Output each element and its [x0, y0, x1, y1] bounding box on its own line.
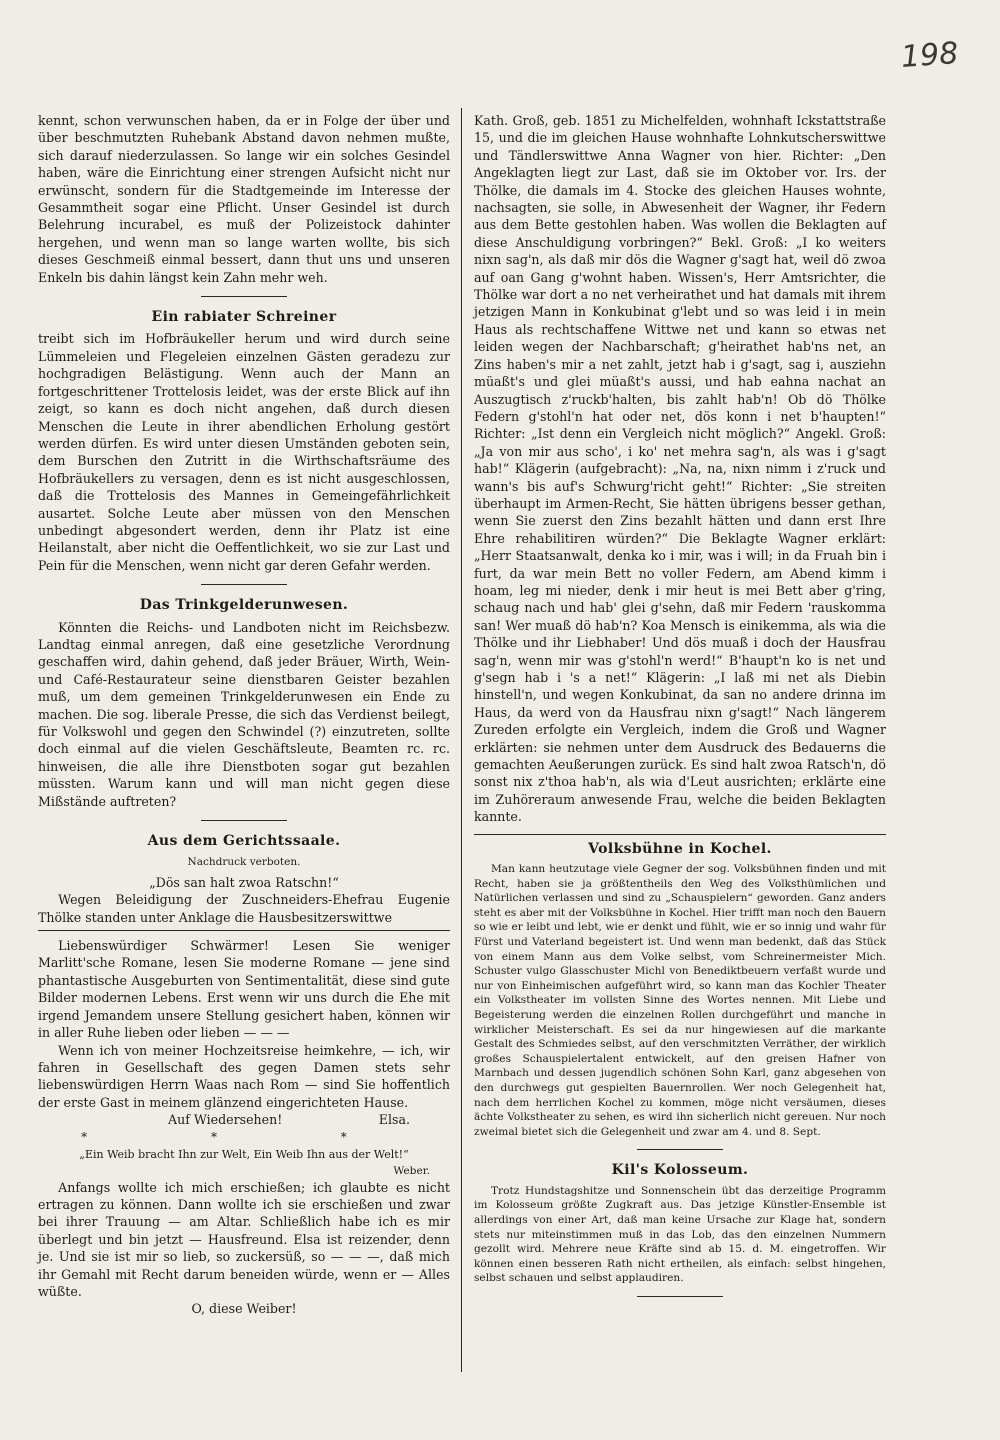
- schreiner-heading: Ein rabiater Schreiner: [151, 309, 337, 326]
- gericht-subtitle: „Dös san halt zwoa Ratschn!“: [149, 874, 339, 890]
- kolosseum-text: Trotz Hundstagshitze und Sonnenschein übt das derzeitige Programm im Kolosseum größte Zugkraft aus. Das jetzige Künstler-Ensemble ist allerdings von einer Art, daß man keine Ursache zur Klage hat, sondern stets nur miteinstimmen muß in das Lob, das den einzelnen Nummern gezollt wird. Mehrere neue Kräfte sind ab 15. d. M. eingetroffen. Wir können einen besseren Rath nicht ertheilen, als einfach: selbst hingehen, selbst schauen und selbst applaudiren.: [474, 1184, 886, 1285]
- section-divider: [201, 584, 287, 585]
- left-column: [38, 112, 450, 1318]
- schreiner-text: treibt sich im Hofbräukeller herum und wird durch seine Lümmeleien und Flegeleien einzelnen Gästen geradezu zur hochgradigen Belästigung. Wenn auch der Mann an fortgeschrittener Trottelosis leidet, was der erste Blick auf ihn zeigt, so kann es doch nicht angehen, daß durch diesen Menschen die Leute in ihrer abendlichen Erholung gestört werden dürfen. Es wird unter diesen Umständen geboten sein, dem Burschen den Zutritt in die Wirthschaftsräume des Hofbräukellers zu versagen, denn es ist nicht ausgeschlossen, daß die Trottelosis des Mannes in Gemeingefährlichkeit ausartet. Solche Leute aber müssen von den Menschen unbedingt abgesondert werden, denn ihr Platz ist eine Heilanstalt, aber nicht die Oeffentlichkeit, wo sie zur Last und Pein für die Menschen, wenn nicht gar deren Gefahr werden.: [38, 331, 450, 573]
- motto: „Ein Weib bracht Ihn zur Welt, Ein Weib Ihn aus der Welt!“: [79, 1147, 409, 1161]
- page-number: 198: [899, 36, 960, 75]
- intro-paragraph: kennt, schon verwunschen haben, da er in Folge der über und über beschmutzten Ruhebank Abstand davon nehmen mußte, sich darauf niederzulassen. So lange wir ein solches Gesindel haben, wäre die Einrichtung einer strengen Aufsicht nicht nur erwünscht, sondern für die Stadtgemeinde im Interesse der Gesammtheit sogar eine Pflicht. Unser Gesindel ist durch Belehrung incurabel, es muß der Polizeistock dahinter hergehen, und wenn man so lange warten wollte, bis sich dieses Geschmeiß einmal bessert, dann thut uns und unseren Enkeln bis dahin längst kein Zahn mehr weh.: [38, 113, 450, 285]
- letter-paragraph-2: Wenn ich von meiner Hochzeitsreise heimkehre, — ich, wir fahren in Gesellschaft des gegen Damen stets sehr liebenswürdigen Herrn Waas nach Rom — sind Sie hoffentlich der erste Gast in meinem glänzend eingerichteten Hause.: [38, 1042, 450, 1110]
- reply-paragraph: Anfangs wollte ich mich erschießen; ich glaubte es nicht ertragen zu können. Dann wollte ich sie erschießen und zwar bei ihrer Trauung — am Altar. Schließlich habe ich es mir überlegt und bin jetzt — Hausfreund. Elsa ist reizender, denn je. Und sie ist mir so lieb, so zuckersüß, so — — —, daß mich ihr Gemahl mit Recht darum beneiden würde, wenn er — Alles wüßte.: [38, 1179, 450, 1299]
- section-rule: [474, 834, 886, 835]
- closing-line: O, diese Weiber!: [191, 1301, 297, 1317]
- volksbuehne-heading: Volksbühne in Kochel.: [588, 840, 772, 857]
- right-column: [474, 112, 886, 1309]
- volksbuehne-text: Man kann heutzutage viele Gegner der sog. Volksbühnen finden und mit Recht, haben sie ja größtentheils den Weg des Volksthümlichen und Natürlichen verlassen und sind zu „Schauspielern“ geworden. Ganz anders steht es aber mit der Volksbühne in Kochel. Hier trifft man noch den Bauern so wie er leibt und lebt, wie er denkt und fühlt, wie er so innig und wahr für Fürst und Vaterland begeistert ist. Und wenn man bedenkt, daß das Stück von einem Mann aus dem Volke selbst, vom Schreinermeister Mich. Schuster vulgo Glasschuster Michl von Benediktbeuern verfaßt wurde und nur von Einheimischen aufgeführt wird, so kann man das Kochler Theater ein Volkstheater im vollsten Sinne des Wortes nennen. Mit Liebe und Begeisterung werden die einzelnen Rollen durchgeführt und manche in wirklicher Meisterschaft. Es sei da nur hingewiesen auf die markante Gestalt des Schmiedes selbst, auf den verschmitzten Verräther, der wirklich großes Schauspielertalent entwickelt, auf den greisen Hafner von Marnbach und dessen jugendlich schönen Sohn Karl, ganz abgesehen von den durchwegs gut gespielten Bauernrollen. Wer noch Gelegenheit hat, nach dem herrlichen Kochel zu kommen, möge nicht versäumen, dieses ächte Volkstheater zu sehen, es wird ihn sicherlich nicht gereuen. Nur noch zweimal bietet sich die Gelegenheit und zwar am 4. und 8. Sept.: [474, 863, 886, 1138]
- section-rule: [38, 930, 450, 931]
- gericht-heading: Aus dem Gerichtssaale.: [147, 833, 341, 850]
- signature: Elsa.: [378, 1112, 410, 1128]
- court-report: Kath. Groß, geb. 1851 zu Michelfelden, wohnhaft Ickstattstraße 15, und die im gleichen Hause wohnhafte Lohnkutscherswittwe und Tändlerswittwe Anna Wagner von hier. Richter: „Den Angeklagten liegt zur Last, daß sie im Oktober vor. Irs. der Thölke, die damals im 4. Stocke des gleichen Hauses wohnte, nachsagten, sie solle, in Abwesenheit der Wagner, ihr Federn aus dem Bette gestohlen haben. Was wollen die Beklagten auf diese Anschuldigung vorbringen?“ Bekl. Groß: „I ko weiters nixn sag'n, als daß mir dös die Wagner g'sagt hat, weil dö zwoa auf oan Gang g'wohnt haben. Wissen's, Herr Amtsrichter, die Thölke war dort a no net verheirathet und hat damals mit ihrem jetzigen Mann in Konkubinat g'lebt und so was leid i in mein Haus als rechtschaffene Wittwe net und kann so etwas net leiden wegen der Nachbarschaft; g'heirathet hab'ns net, an Zins haben's mir a net zahlt, jetzt hab i g'sagt, sag i, ausziehn müaßt's und glei müaßt's aussi, und hab eahna nachat an Auszugtisch z'ruckb'halten, bis zahlt hab'n! Ob dö Thölke Federn g'stohl'n hat oder net, dös konn i net b'haupten!“ Richter: „Ist denn ein Vergleich nicht möglich?“ Angekl. Groß: „Ja von mir aus scho', i ko' net mehra sag'n, als was i g'sagt hab!“ Klägerin (aufgebracht): „Na, na, nixn nimm i z'ruck und wann's bis auf's Schwurg'richt geht!“ Richter: „Sie streiten überhaupt im Armen-Recht, Sie hätten übrigens besser gethan, wenn Sie zuerst den Zins bezahlt hätten und dann erst Ihre Ehre rehabilitiren würden?“ Die Beklagte Wagner erklärt: „Herr Staatsanwalt, denka ko i mir, was i will; in da Fruah bin i furt, da war mein Bett no voller Federn, am Abend kimm i hoam, leg mi nieder, denk i mir heut is mei Bett aber g'ring, schaug nach und hab' glei g'sehn, daß mir Federn 'rauskomma san! Wer muaß dö hab'n? Koa Mensch is einikemma, als wia die Thölke und ihr Liebhaber! Und dös muaß i doch der Hausfrau sag'n, wenn mir was g'stohl'n werd!“ B'haupt'n ko is net und g'segn hab i 's a net!“ Klägerin: „I laß mi net als Diebin hinstell'n, und wegen Konkubinat, da san no andere drinna im Haus, da werd von da Hausfrau nixn g'sagt!“ Nach längerem Zureden erfolgte ein Vergleich, indem die Groß und Wagner erklärten: sie nehmen unter dem Ausdruck des Bedauerns die gemachten Aeußerungen zurück. Es sind halt zwoa Ratsch'n, dö sonst nix z'thoa hab'n, als wia d'Leut ausrichten; erklärte eine im Zuhöreraum anwesende Frau, welche die beiden Beklagten kannte.: [474, 113, 886, 825]
- kolosseum-heading: Kil's Kolosseum.: [611, 1162, 749, 1179]
- motto-author: Weber.: [393, 1164, 430, 1177]
- trinkgeld-heading: Das Trinkgelderunwesen.: [139, 597, 349, 614]
- column-rule: [461, 108, 462, 1372]
- stars-separator: * * *: [81, 1129, 407, 1144]
- section-divider: [637, 1296, 723, 1297]
- letter-paragraph-1: Liebenswürdiger Schwärmer! Lesen Sie weniger Marlitt'sche Romane, lesen Sie moderne Romane — jene sind phantastische Ausgeburten von Sentimentalität, diese sind gute Bilder modernen Lebens. Erst wenn wir uns durch die Ehe mit irgend Jemandem unsere Stellung gesichert haben, können wir in aller Ruhe lieben oder lieben — — —: [38, 938, 450, 1041]
- letter-signoff: [38, 1111, 450, 1128]
- section-divider: [637, 1149, 723, 1150]
- section-divider: [201, 296, 287, 297]
- trinkgeld-text: Könnten die Reichs- und Landboten nicht im Reichsbezw. Landtag einmal anregen, daß eine gesetzliche Verordnung geschaffen wird, dahin gehend, daß jeder Bräuer, Wirth, Wein- und Café-Restaurateur seine dienstbaren Geister bezahlen muß, um dem gemeinen Trinkgelderunwesen ein Ende zu machen. Die sog. liberale Presse, die sich das Verdienst beilegt, für Volkswohl und gegen den Schwindel (?) einzutreten, sollte doch einmal auf die vielen Geschäftsleute, Beamten rc. rc. hinweisen, die alle ihre Dienstboten sogar gut bezahlen müssten. Warum kann und will man nicht gegen diese Mißstände auftreten?: [38, 619, 450, 809]
- reprint-note: Nachdruck verboten.: [187, 856, 301, 869]
- section-divider: [201, 820, 287, 821]
- farewell: Auf Wiedersehen!: [168, 1112, 283, 1128]
- gericht-lead: Wegen Beleidigung der Zuschneiders-Ehefrau Eugenie Thölke standen unter Anklage die Hausbesitzerswittwe: [38, 892, 450, 925]
